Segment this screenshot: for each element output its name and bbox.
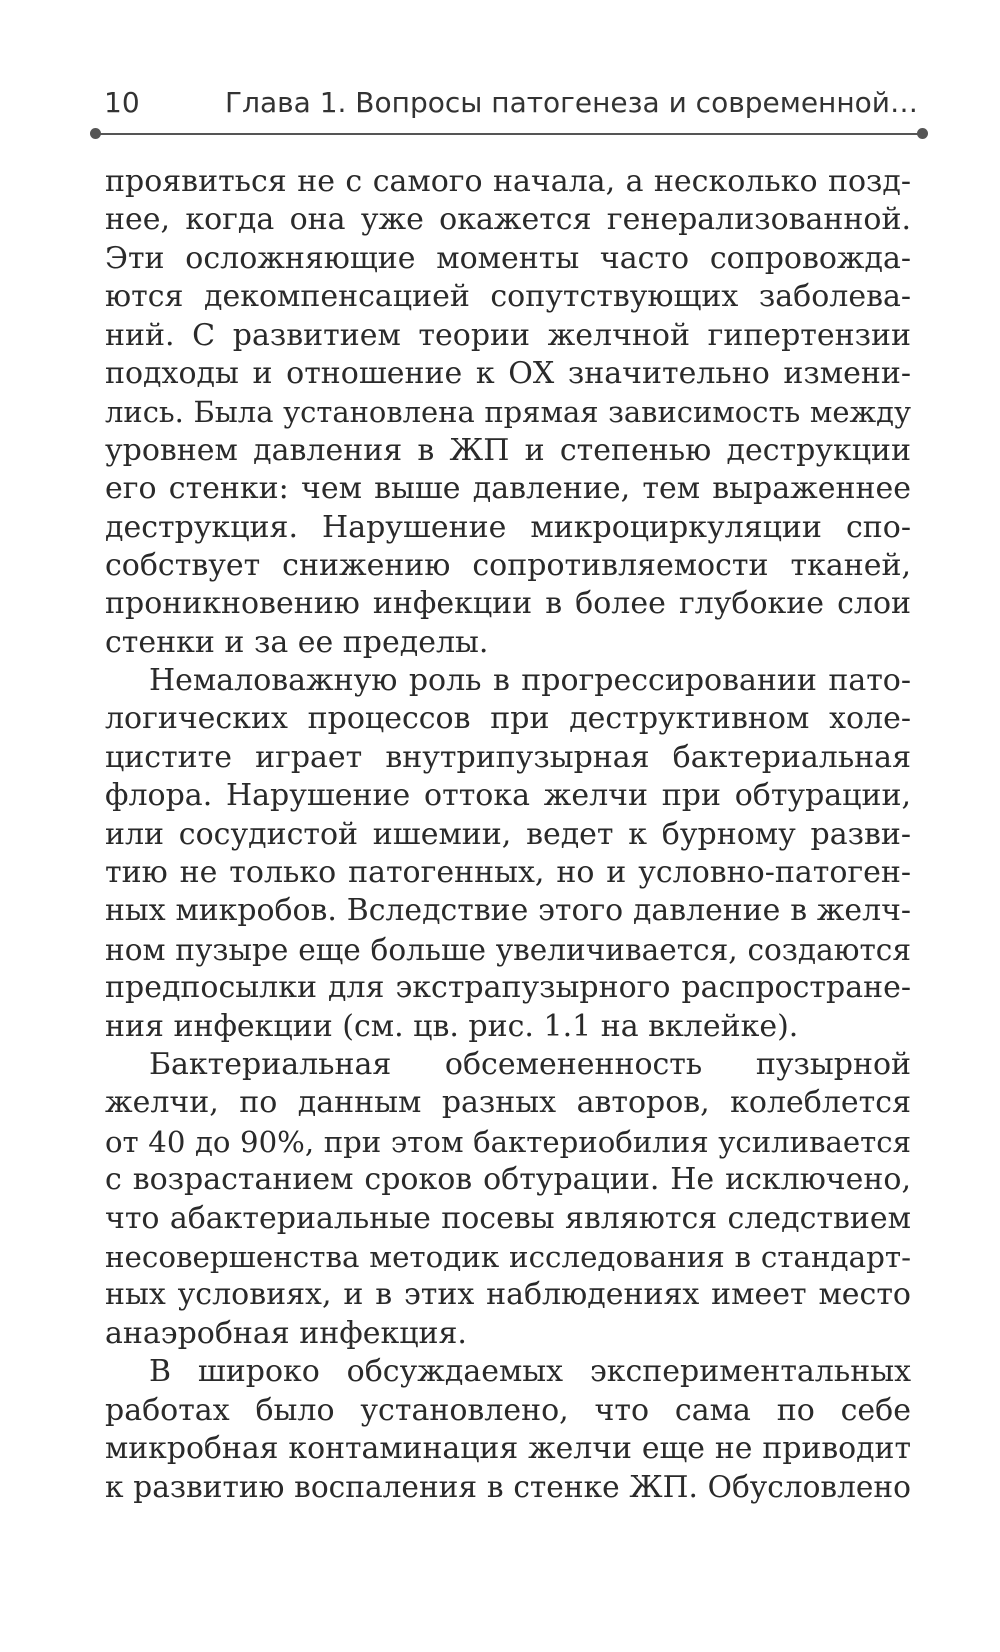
text-line: логических процессов при деструктивном холе- <box>105 701 911 737</box>
text-line: цистите играет внутрипузырная бактериальная <box>105 739 911 775</box>
text-line: ний. С развитием теории желчной гипертензии <box>105 317 911 353</box>
text-line: ются декомпенсацией сопутствующих заболева- <box>105 279 911 315</box>
text-line: что абактериальные посевы являются следствием <box>105 1200 911 1236</box>
chapter-title: Глава 1. Вопросы патогенеза и современной… <box>225 86 918 119</box>
header-rule-right-dot <box>917 128 928 139</box>
text-line: ния инфекции (см. цв. рис. 1.1 на вклейке). <box>105 1008 799 1044</box>
text-line: ных условиях, и в этих наблюдениях имеет место <box>105 1277 911 1313</box>
text-line: с возрастанием сроков обтурации. Не исключено, <box>105 1162 911 1198</box>
text-line: лись. Была установлена прямая зависимость между <box>105 395 911 430</box>
paragraph-1 <box>105 163 911 662</box>
text-line: В широко обсуждаемых экспериментальных <box>149 1354 911 1390</box>
body-text <box>105 163 911 1507</box>
text-line: Бактериальная обсемененность пузырной <box>149 1046 911 1082</box>
paragraph-2 <box>105 662 911 1046</box>
text-line: подходы и отношение к ОХ значительно измени- <box>105 355 911 391</box>
text-line: Немаловажную роль в прогрессировании пато- <box>149 663 911 699</box>
text-line: флора. Нарушение оттока желчи при обтурации, <box>105 778 911 814</box>
text-line: его стенки: чем выше давление, тем выраженнее <box>105 471 911 507</box>
text-line: работах было установлено, что сама по себе <box>105 1392 911 1428</box>
text-line: или сосудистой ишемии, ведет к бурному разви- <box>105 816 911 852</box>
text-line: анаэробная инфекция. <box>105 1315 467 1351</box>
text-line: от 40 до 90%, при этом бактериобилия усиливается <box>105 1124 911 1159</box>
text-line: деструкция. Нарушение микроциркуляции спо- <box>105 509 911 545</box>
paragraph-3 <box>105 1046 911 1353</box>
text-line: проникновению инфекции в более глубокие слои <box>105 586 911 622</box>
text-line: уровнем давления в ЖП и степенью деструкции <box>105 432 911 468</box>
text-line: тию не только патогенных, но и условно-патоген- <box>105 855 911 891</box>
text-line: стенки и за ее пределы. <box>105 624 489 660</box>
text-line: желчи, по данным разных авторов, колеблется <box>105 1085 911 1121</box>
text-line: ных микробов. Вследствие этого давление в желч- <box>105 893 911 929</box>
text-line: предпосылки для экстрапузырного распростране- <box>105 970 911 1006</box>
text-line: несовершенства методик исследования в стандарт- <box>105 1239 911 1274</box>
text-line: к развитию воспаления в стенке ЖП. Обусловлено <box>105 1470 911 1505</box>
text-line: проявиться не с самого начала, а несколько позд- <box>105 164 911 199</box>
page-number: 10 <box>104 86 140 119</box>
running-header <box>100 86 918 126</box>
text-line: микробная контаминация желчи еще не приводит <box>105 1430 911 1466</box>
text-line: собствует снижению сопротивляемости тканей, <box>105 547 911 583</box>
paragraph-4 <box>105 1353 911 1507</box>
text-line: Эти осложняющие моменты часто сопровожда- <box>105 240 911 276</box>
text-line: ном пузыре еще больше увеличивается, создаются <box>105 932 911 967</box>
text-line: нее, когда она уже окажется генерализованной. <box>105 202 911 238</box>
header-rule <box>96 133 922 135</box>
